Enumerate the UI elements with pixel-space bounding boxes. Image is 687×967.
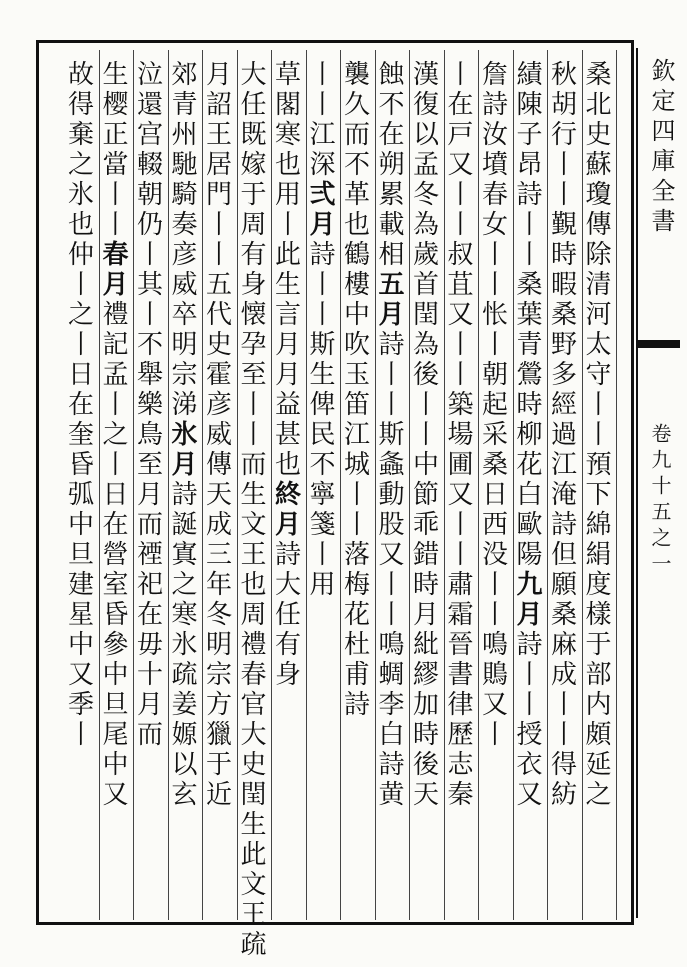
column-rule — [237, 50, 238, 920]
column-text: 大任既嫁于周有身懐孕至丨丨而生文王也周禮春官大史閏 — [236, 60, 266, 810]
column-rule — [616, 50, 617, 920]
column-rule — [306, 50, 307, 920]
column-rule — [478, 50, 479, 920]
column-text: 秋胡行丨丨覲時暇桑野多經過江淹詩但願桑麻成丨丨得紡 — [546, 60, 577, 810]
volume-label: 卷九十五之一 — [648, 423, 672, 579]
column-text: 桑北史蘇瓊傳除清河太守丨丨預下綿絹度樣于部内頗延之 — [581, 60, 611, 810]
book-title: 欽定四庫全書 — [647, 58, 675, 238]
column-text: 襲久而不革也 — [339, 60, 370, 240]
column-rule — [202, 50, 203, 920]
column-text: 生此文王疏 — [236, 810, 266, 960]
column-text: 生樱正當丨丨 — [98, 60, 128, 240]
column-rule — [99, 50, 100, 920]
column-rule — [133, 50, 134, 920]
column-text: 績陳子昂詩丨丨桑葉青鶯時柳花白歐陽 — [512, 60, 542, 570]
month-heading: 氷月 — [167, 420, 197, 480]
column-rule — [582, 50, 583, 920]
column-rule — [375, 50, 376, 920]
column-text: 詩丨丨授衣又 — [512, 630, 542, 810]
column-text: 仲丨之丨日在奎昏弧中旦建星中又季丨 — [63, 240, 94, 750]
month-heading: 五月 — [374, 270, 404, 330]
fishtail-mark — [636, 340, 680, 348]
column-text: 也用丨此生言月月益甚也 — [270, 150, 301, 480]
column-text: 鳥至月而禋祀在毋十月而 — [132, 420, 163, 750]
column-text: 泣還宫輟朝仍丨其丨不舉樂 — [132, 60, 163, 420]
column-rule — [168, 50, 169, 920]
column-text: 詩誕寘之寒氷疏姜嫄以玄 — [167, 480, 197, 810]
column-text: 詩丨丨斯螽動股又丨丨鳴蜩李白詩黄 — [374, 330, 404, 810]
column-text: 漢復以孟冬為歲首閏為後丨丨中節乖錯時月紕繆加時後天 — [408, 60, 439, 810]
month-heading: 九月 — [512, 570, 542, 630]
column-rule — [271, 50, 272, 920]
column-text: 草閣寒 — [270, 60, 301, 150]
column-rule — [340, 50, 341, 920]
month-heading: 春月 — [98, 240, 128, 300]
margin-rule — [636, 48, 638, 918]
column-text: 故得棄之氷也 — [63, 60, 94, 240]
page-margin — [636, 48, 680, 918]
column-rule — [513, 50, 514, 920]
column-text: 月詔王居門丨丨五代史霍彦威傳天成三年冬明宗方獵于近 — [201, 60, 232, 810]
column-text: 詹詩汝墳春女丨丨怅丨朝起采桑日西没 — [477, 60, 508, 570]
column-text: 詩大任有身 — [270, 540, 301, 690]
column-rule — [409, 50, 410, 920]
column-text: 禮記孟丨之丨日在營室昏參中旦尾中又 — [98, 300, 128, 810]
column-rule — [444, 50, 445, 920]
column-rule — [547, 50, 548, 920]
month-heading: 弍月 — [305, 180, 335, 240]
column-text: 丨在戸又丨丨叔苴又丨丨築場圃又丨丨肅霜晉書律歷志秦 — [443, 60, 473, 810]
column-text: 丨丨鳴鵙又丨 — [477, 570, 508, 750]
column-text: 詩丨丨斯生俾民不寧箋丨用 — [305, 240, 335, 600]
column-text: 鶴樓中吹玉笛江城丨丨落梅花杜甫詩 — [339, 240, 370, 720]
month-heading: 終月 — [270, 480, 301, 540]
column-text: 丨丨江深 — [305, 60, 335, 180]
column-text: 蝕不在朔累載相 — [374, 60, 404, 270]
column-text: 郊青州馳騎奏彦威卒明宗涕 — [167, 60, 197, 420]
text-column — [59, 60, 99, 920]
